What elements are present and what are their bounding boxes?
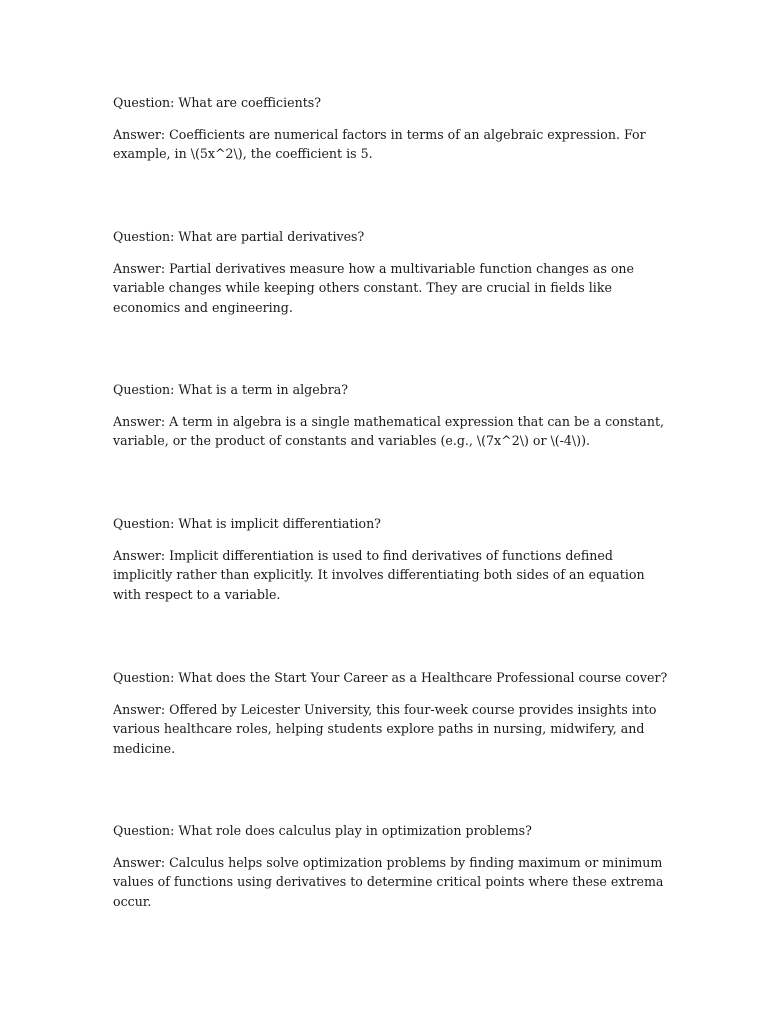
- question-text: Question: What is a term in algebra?: [113, 382, 349, 397]
- qa-entry: [113, 821, 673, 911]
- qa-entry: [113, 668, 673, 758]
- question-text: Question: What does the Start Your Career as a Healthcare Professional course cover?: [113, 670, 668, 685]
- answer-text: Answer: A term in algebra is a single mathematical expression that can be a constant, variable, or the product of constants and variables (e.g., \(7x^2\) or \(-4\)).: [113, 413, 665, 448]
- answer-text: Answer: Calculus helps solve optimization problems by finding maximum or minimum values of functions using derivatives to determine critical points where these extrema occur.: [113, 854, 664, 909]
- answer-text: Answer: Implicit differentiation is used to find derivatives of functions defined implicitly rather than explicitly. It involves differentiating both sides of an equation with respect to a variable.: [113, 547, 645, 602]
- answer-text: Answer: Offered by Leicester University, this four-week course provides insights into various healthcare roles, helping students explore paths in nursing, midwifery, and medicine.: [113, 701, 657, 756]
- answer-text: Answer: Coefficients are numerical factors in terms of an algebraic expression. For example, in \(5x^2\), the coefficient is 5.: [113, 126, 646, 161]
- qa-entry: [113, 514, 673, 604]
- qa-entry: [113, 380, 673, 451]
- question-text: Question: What are coefficients?: [113, 95, 321, 110]
- question-text: Question: What is implicit differentiation?: [113, 516, 381, 531]
- question-text: Question: What are partial derivatives?: [113, 229, 365, 244]
- qa-entry: [113, 227, 673, 317]
- question-text: Question: What role does calculus play in optimization problems?: [113, 823, 532, 838]
- answer-text: Answer: Partial derivatives measure how a multivariable function changes as one variable changes while keeping others constant. They are crucial in fields like economics and engineering.: [113, 260, 634, 315]
- qa-entry: [113, 93, 673, 164]
